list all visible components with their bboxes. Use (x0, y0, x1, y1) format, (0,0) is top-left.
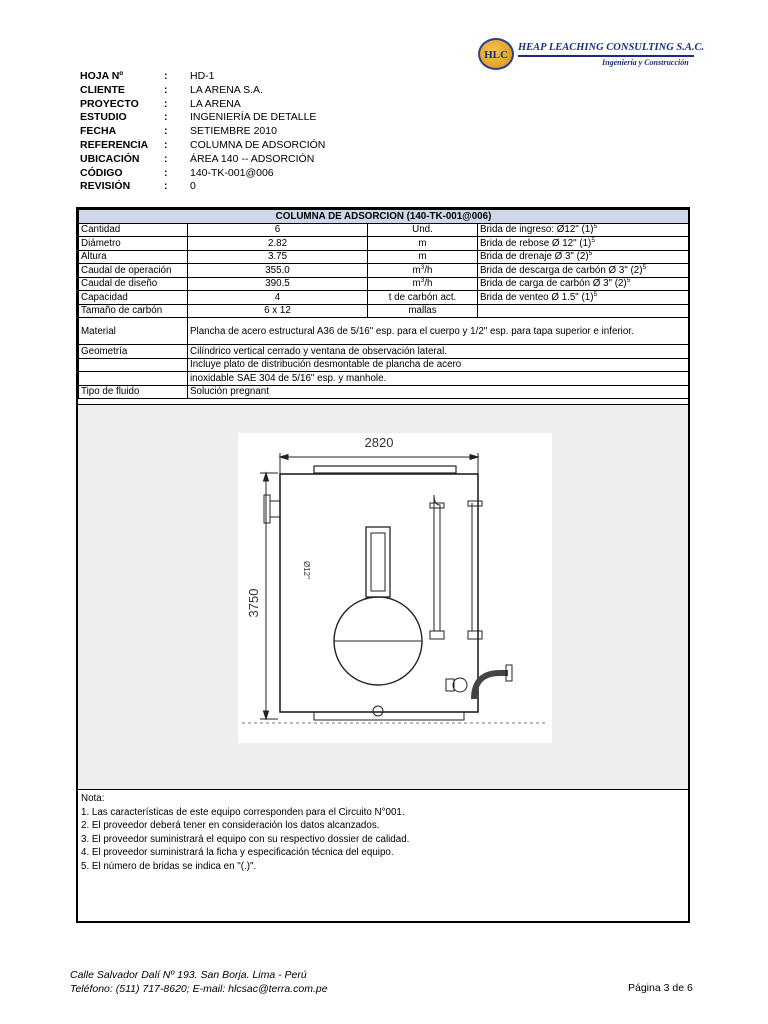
header-label: HOJA Nº (80, 70, 124, 82)
note-item: 1. Las características de este equipo corresponden para el Circuito N°001. (81, 806, 405, 818)
header-value: LA ARENA (190, 97, 241, 110)
header-row (80, 180, 325, 194)
param-unit: m (412, 264, 421, 276)
header-label: CLIENTE (80, 83, 125, 96)
width-dimension: 2820 (364, 435, 394, 450)
param-value: 2.82 (188, 237, 368, 251)
table-row (79, 237, 689, 251)
header-label: UBICACIÓN (80, 152, 140, 165)
flange-text: Brida de carga de carbón Ø 3" (2) (480, 278, 627, 290)
material-value: Plancha de acero estructural A36 de 5/16" esp. para el cuerpo y 1/2" esp. para tapa superior e inferior. (188, 318, 689, 345)
header-colon: : (164, 152, 168, 165)
discharge-elbow (474, 673, 508, 699)
param-label: Diámetro (79, 237, 188, 251)
header-row (80, 125, 325, 139)
table-row (79, 264, 689, 278)
table-row (79, 385, 689, 399)
fluid-value: Solución pregnant (188, 385, 689, 399)
header-colon: : (164, 97, 168, 110)
param-value: 6 x 12 (188, 304, 368, 318)
header-row (80, 98, 325, 112)
param-unit: m (412, 278, 421, 290)
header-row (80, 139, 325, 153)
param-label: Altura (79, 250, 188, 264)
flange-note-ref: 5 (642, 263, 647, 271)
header-label: ESTUDIO (80, 111, 127, 124)
table-row (79, 345, 689, 359)
param-value: 4 (188, 291, 368, 305)
unit-tail: /h (424, 264, 433, 276)
header-label: FECHA (80, 125, 117, 138)
material-label: Material (79, 318, 188, 345)
header-row (80, 111, 325, 125)
header-label: PROYECTO (80, 97, 139, 110)
param-label: Tamaño de carbón (79, 304, 188, 318)
header-colon: : (164, 166, 168, 179)
param-unit: m (368, 250, 478, 264)
top-plate (314, 466, 456, 473)
company-logo (478, 38, 708, 74)
param-unit: m (368, 237, 478, 251)
dim-arrow-top (264, 473, 269, 481)
header-colon: : (164, 125, 168, 138)
flange-cell (478, 223, 689, 237)
flange-note-ref: 5 (593, 290, 598, 298)
observation-window (366, 527, 390, 597)
inlet-flange (264, 495, 270, 523)
unit-tail: /h (424, 278, 433, 290)
note-item: 4. El proveedor suministrará la ficha y especificación técnica del equipo. (81, 847, 394, 858)
company-tagline: Ingeniería y Construcción (602, 58, 689, 67)
tank-body (280, 474, 478, 712)
flange-note-ref: 5 (588, 250, 593, 258)
param-unit: mallas (368, 304, 478, 318)
spec-sheet (76, 207, 690, 923)
logo-emblem (478, 38, 514, 70)
dim-arrow-bottom (264, 711, 269, 719)
header-value: SETIEMBRE 2010 (190, 125, 277, 138)
header-colon: : (164, 180, 168, 193)
geometry-label: Geometría (79, 345, 188, 359)
page-number: Página 3 de 6 (628, 982, 693, 994)
param-unit-cell (368, 277, 478, 291)
height-dimension: 3750 (246, 588, 261, 618)
drain-valve (453, 678, 467, 692)
empty-cell (79, 358, 188, 372)
spec-title: COLUMNA DE ADSORCION (140-TK-001@006) (79, 210, 689, 224)
footer-address-block (70, 968, 328, 996)
logo-text: HLC (484, 49, 508, 61)
flange-note-ref: 5 (626, 277, 631, 285)
flange-cell-empty (478, 304, 689, 318)
header-label: REFERENCIA (80, 138, 149, 151)
table-row (79, 291, 689, 305)
table-row (79, 318, 689, 345)
header-value: HD-1 (190, 70, 215, 82)
flange-note-ref: 5 (593, 223, 598, 231)
header-value: ÁREA 140 -- ADSORCIÓN (190, 152, 315, 165)
drawing-area (78, 404, 688, 790)
table-row (79, 250, 689, 264)
header-value: 140-TK-001@006 (190, 166, 274, 179)
header-value: 0 (190, 180, 196, 193)
spec-title-row (79, 210, 689, 224)
spec-table (78, 209, 689, 399)
header-row (80, 153, 325, 167)
company-name: HEAP LEACHING CONSULTING S.A.C. (518, 42, 705, 53)
empty-cell (79, 372, 188, 386)
window-glass (371, 533, 385, 591)
dim-arrow-left (280, 455, 288, 460)
table-row (79, 372, 689, 386)
header-row (80, 70, 325, 84)
param-value: 390.5 (188, 277, 368, 291)
pipe-left (434, 495, 440, 631)
extra-note-2: inoxidable SAE 304 de 5/16" esp. y manhole. (188, 372, 689, 386)
footer-address: Calle Salvador Dalí Nº 193. San Borja. Lima - Perú (70, 969, 307, 981)
fluid-label: Tipo de fluido (79, 385, 188, 399)
inlet-label: Ø12" (302, 561, 311, 579)
header-value: LA ARENA S.A. (190, 83, 263, 96)
table-row (79, 277, 689, 291)
column-drawing (238, 433, 552, 743)
base-skid (314, 712, 464, 720)
notes-title: Nota: (81, 793, 105, 804)
flange-cell (478, 264, 689, 278)
dim-arrow-right (470, 455, 478, 460)
flange-cell (478, 277, 689, 291)
table-row (79, 223, 689, 237)
document-header (80, 70, 325, 194)
geometry-value: Cilíndrico vertical cerrado y ventana de observación lateral. (188, 345, 689, 359)
header-label: REVISIÓN (80, 180, 131, 193)
header-colon: : (164, 138, 168, 151)
param-label: Cantidad (79, 223, 188, 237)
valve-left (430, 631, 444, 639)
note-item: 2. El proveedor deberá tener en consideración los datos alcanzados. (81, 820, 380, 831)
param-value: 3.75 (188, 250, 368, 264)
param-unit: Und. (368, 223, 478, 237)
flange-text: Brida de descarga de carbón Ø 3" (2) (480, 264, 643, 276)
flange-text: Brida de ingreso: Ø12" (1) (480, 224, 594, 236)
flange-text: Brida de rebose Ø 12" (1) (480, 237, 592, 249)
pipe-right-flange (468, 501, 482, 506)
flange-note-ref: 5 (591, 236, 595, 244)
header-colon: : (164, 70, 168, 82)
note-item: 3. El proveedor suministrará el equipo con su respectivo dossier de calidad. (81, 833, 410, 845)
param-label: Capacidad (79, 291, 188, 305)
param-value: 355.0 (188, 264, 368, 278)
extra-note-1: Incluye plato de distribución desmontable de plancha de acero (188, 358, 689, 372)
notes-section (78, 792, 688, 873)
header-colon: : (164, 83, 168, 96)
header-label: CÓDIGO (80, 166, 123, 179)
flange-cell (478, 237, 689, 251)
footer-contact: Teléfono: (511) 717-8620; E-mail: hlcsac@terra.com.pe (70, 983, 328, 995)
param-label: Caudal de diseño (79, 277, 188, 291)
header-colon: : (164, 111, 168, 124)
unit-exponent: 3 (420, 263, 425, 271)
header-row (80, 167, 325, 181)
param-label: Caudal de operación (79, 264, 188, 278)
note-item: 5. El número de bridas se indica en "(.)". (81, 860, 257, 872)
param-unit: t de carbón act. (368, 291, 478, 305)
flange-cell (478, 250, 689, 264)
param-unit-cell (368, 264, 478, 278)
header-value: COLUMNA DE ADSORCIÓN (190, 138, 326, 151)
table-row (79, 358, 689, 372)
table-row (79, 304, 689, 318)
valve-right (468, 631, 482, 639)
unit-exponent: 3 (420, 277, 425, 285)
param-value: 6 (188, 223, 368, 237)
flange-text: Brida de drenaje Ø 3" (2) (480, 251, 589, 263)
flange-cell (478, 291, 689, 305)
flange-text: Brida de venteo Ø 1.5" (1) (480, 291, 594, 303)
header-value: INGENIERÍA DE DETALLE (190, 111, 317, 124)
logo-rule (518, 55, 694, 57)
bottom-drain (373, 706, 383, 716)
header-row (80, 84, 325, 98)
column-drawing-svg (238, 433, 552, 743)
